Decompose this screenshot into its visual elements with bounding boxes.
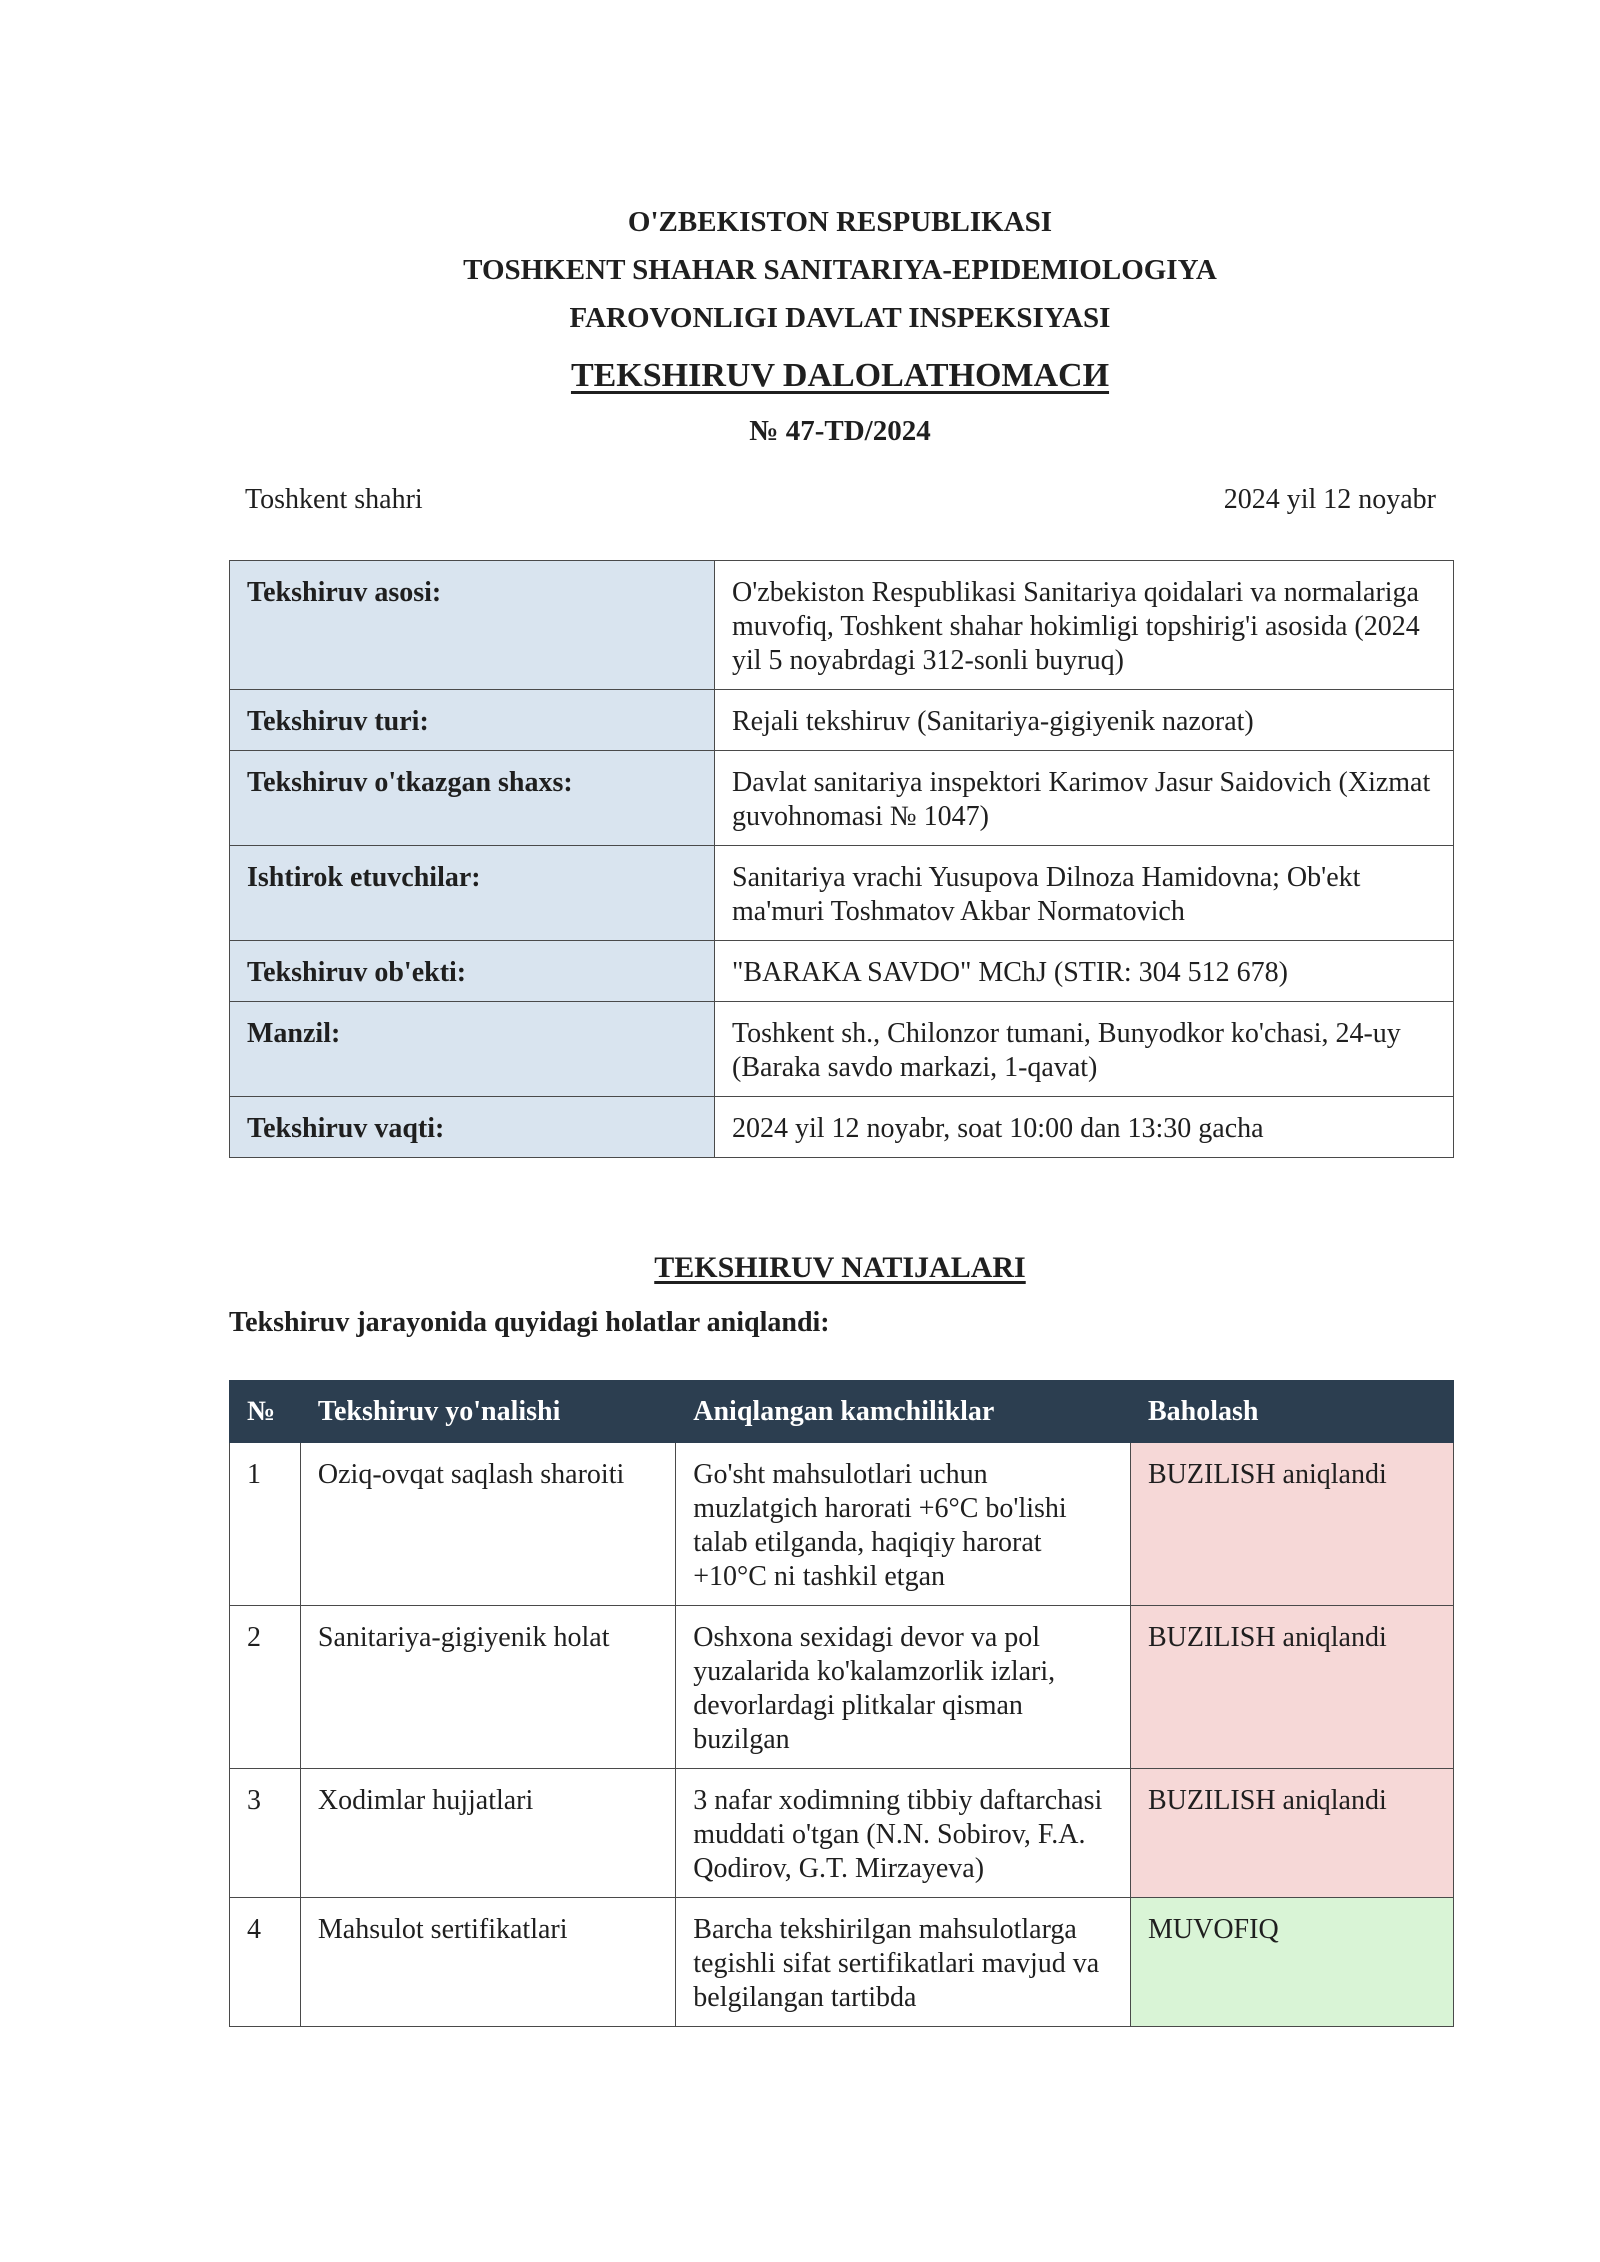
info-label: Tekshiruv asosi: <box>230 561 715 690</box>
column-header-number: № <box>230 1381 301 1443</box>
header-line-2: TOSHKENT SHAHAR SANITARIYA-EPIDEMIOLOGIYA <box>463 254 1217 286</box>
document-place: Toshkent shahri <box>245 484 423 515</box>
row-finding: Oshxona sexidagi devor va pol yuzalarida ko'kalamzorlik izlari, devorlardagi plitkalar qisman buzilgan <box>676 1606 1131 1769</box>
row-number: 3 <box>230 1769 301 1898</box>
table-row <box>230 1606 1454 1769</box>
info-value: Sanitariya vrachi Yusupova Dilnoza Hamidovna; Ob'ekt ma'muri Toshmatov Akbar Normatovich <box>715 846 1454 941</box>
row-area: Sanitariya-gigiyenik holat <box>300 1606 675 1769</box>
results-header-row <box>230 1381 1454 1443</box>
row-number: 4 <box>230 1898 301 2027</box>
results-section-title: TEKSHIRUV NATIJALARI <box>654 1251 1026 1284</box>
column-header-area: Tekshiruv yo'nalishi <box>300 1381 675 1443</box>
row-assessment: BUZILISH aniqlandi <box>1131 1606 1454 1769</box>
results-table <box>229 1380 1454 2027</box>
row-finding: 3 nafar xodimning tibbiy daftarchasi muddati o'tgan (N.N. Sobirov, F.A. Qodirov, G.T. Mirzayeva) <box>676 1769 1131 1898</box>
results-intro: Tekshiruv jarayonida quyidagi holatlar aniqlandi: <box>229 1307 830 1338</box>
row-area: Oziq-ovqat saqlash sharoiti <box>300 1443 675 1606</box>
table-row <box>230 1898 1454 2027</box>
info-row <box>230 1097 1454 1158</box>
info-row <box>230 1002 1454 1097</box>
info-label: Tekshiruv vaqti: <box>230 1097 715 1158</box>
row-finding: Go'sht mahsulotlari uchun muzlatgich harorati +6°C bo'lishi talab etilganda, haqiqiy harorat +10°C ni tashkil etgan <box>676 1443 1131 1606</box>
document-number: № 47-TD/2024 <box>749 415 931 447</box>
info-row <box>230 941 1454 1002</box>
info-value: Rejali tekshiruv (Sanitariya-gigiyenik nazorat) <box>715 690 1454 751</box>
info-value: "BARAKA SAVDO" MChJ (STIR: 304 512 678) <box>715 941 1454 1002</box>
info-label: Ishtirok etuvchilar: <box>230 846 715 941</box>
header-line-1: O'ZBEKISTON RESPUBLIKASI <box>627 206 1053 238</box>
info-label: Manzil: <box>230 1002 715 1097</box>
info-value: O'zbekiston Respublikasi Sanitariya qoidalari va normalariga muvofiq, Toshkent shahar hokimligi topshirig'i asosida (2024 yil 5 noyabrdagi 312-sonli buyruq) <box>715 561 1454 690</box>
document-date: 2024 yil 12 noyabr <box>1223 484 1436 515</box>
info-value: Davlat sanitariya inspektori Karimov Jasur Saidovich (Xizmat guvohnomasi № 1047) <box>715 751 1454 846</box>
info-label: Tekshiruv o'tkazgan shaxs: <box>230 751 715 846</box>
info-row <box>230 751 1454 846</box>
info-row <box>230 690 1454 751</box>
row-assessment: BUZILISH aniqlandi <box>1131 1443 1454 1606</box>
table-row <box>230 1443 1454 1606</box>
column-header-assessment: Baholash <box>1131 1381 1454 1443</box>
issuer-header <box>0 198 1600 342</box>
inspection-info-table <box>229 560 1454 1158</box>
row-number: 2 <box>230 1606 301 1769</box>
info-value: 2024 yil 12 noyabr, soat 10:00 dan 13:30 gacha <box>715 1097 1454 1158</box>
column-header-findings: Aniqlangan kamchiliklar <box>676 1381 1131 1443</box>
info-row <box>230 846 1454 941</box>
row-area: Mahsulot sertifikatlari <box>300 1898 675 2027</box>
document-title: TEKSHIRUV DALOLATHOMAСИ <box>570 357 1110 394</box>
info-label: Tekshiruv turi: <box>230 690 715 751</box>
info-value: Toshkent sh., Chilonzor tumani, Bunyodkor ko'chasi, 24-uy (Baraka savdo markazi, 1-qavat) <box>715 1002 1454 1097</box>
info-label: Tekshiruv ob'ekti: <box>230 941 715 1002</box>
row-area: Xodimlar hujjatlari <box>300 1769 675 1898</box>
header-line-3: FAROVONLIGI DAVLAT INSPEKSIYASI <box>569 302 1111 334</box>
table-row <box>230 1769 1454 1898</box>
info-row <box>230 561 1454 690</box>
row-finding: Barcha tekshirilgan mahsulotlarga tegishli sifat sertifikatlari mavjud va belgilangan tartibda <box>676 1898 1131 2027</box>
row-assessment: BUZILISH aniqlandi <box>1131 1769 1454 1898</box>
row-assessment: MUVOFIQ <box>1131 1898 1454 2027</box>
row-number: 1 <box>230 1443 301 1606</box>
